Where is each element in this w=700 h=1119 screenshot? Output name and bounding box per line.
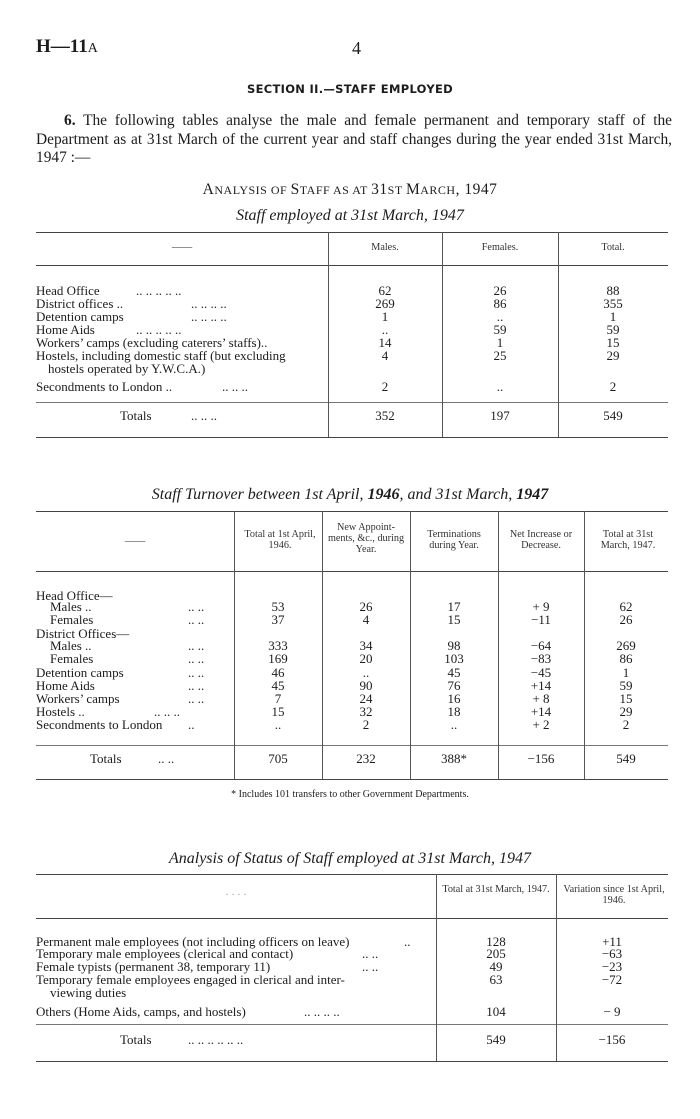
staff-turnover-table bbox=[36, 511, 668, 783]
leader-dots: .. .. bbox=[362, 959, 379, 974]
turnover-subtitle bbox=[0, 486, 700, 504]
column-header-females: Females. bbox=[481, 242, 519, 253]
intro-text: The following tables analyse the male and female permanent and temporary staff of the Department as at 31st March of the current year and staff changes during the year ended 31st March, 1947 :— bbox=[36, 112, 672, 166]
rule bbox=[36, 265, 668, 266]
total-1947-value: 29 bbox=[619, 704, 633, 719]
leader-dots: .. .. .. .. bbox=[191, 309, 227, 324]
intro-paragraph bbox=[36, 112, 672, 168]
section-title: SECTION II.—STAFF EMPLOYED bbox=[247, 82, 453, 96]
leader-dots: .. .. .. .. .. bbox=[136, 322, 182, 337]
row-label: viewing duties bbox=[50, 985, 127, 1000]
leader-dots: .. .. bbox=[158, 751, 175, 766]
paragraph-number: 6. bbox=[64, 112, 76, 129]
new-appointments-value: 32 bbox=[359, 704, 373, 719]
terminations-value: 16 bbox=[447, 691, 461, 706]
total-1947-value: 63 bbox=[489, 972, 503, 987]
females-value: 86 bbox=[493, 296, 507, 311]
total-1947-value: 128 bbox=[486, 934, 506, 949]
rule bbox=[36, 571, 668, 572]
total-1947-value: 26 bbox=[619, 612, 633, 627]
leader-dots: .. .. bbox=[188, 638, 205, 653]
total-value: 355 bbox=[603, 296, 623, 311]
total-1947-value: 104 bbox=[486, 1004, 506, 1019]
variation-value: +11 bbox=[602, 934, 622, 949]
document-code-main: H—11 bbox=[36, 36, 88, 57]
column-header-new-appointments: New Appoint-ments, &c., during Year. bbox=[327, 522, 405, 555]
rule bbox=[36, 874, 668, 875]
totals-label: Totals bbox=[120, 408, 152, 423]
totals-label: Totals bbox=[90, 751, 122, 766]
leader-dots: .. .. .. .. bbox=[304, 1004, 340, 1019]
total-1946-value: 45 bbox=[271, 678, 285, 693]
row-label: Home Aids bbox=[36, 322, 95, 337]
net-change-value: + 8 bbox=[532, 691, 550, 706]
leader-dots: .. .. .. .. .. bbox=[136, 283, 182, 298]
heading-part: 31 bbox=[371, 181, 388, 198]
variation-value: −72 bbox=[601, 972, 623, 987]
males-value: .. bbox=[381, 322, 389, 337]
total-1946-value: .. bbox=[274, 717, 282, 732]
total-1946-value: 333 bbox=[268, 638, 288, 653]
column-header-total-1946: Total at 1st April, 1946. bbox=[244, 529, 316, 551]
new-appointments-value: 26 bbox=[359, 599, 373, 614]
variation-value: −63 bbox=[601, 946, 623, 961]
total-value: 88 bbox=[606, 283, 620, 298]
row-label: Others (Home Aids, camps, and hostels) bbox=[36, 1004, 246, 1019]
males-value: 269 bbox=[375, 296, 395, 311]
row-label: Males .. bbox=[50, 638, 92, 653]
row-label-continued: hostels operated by Y.W.C.A.) bbox=[48, 361, 206, 376]
row-label: District offices .. bbox=[36, 296, 124, 311]
analysis-subtitle: Staff employed at 31st March, 1947 bbox=[236, 207, 464, 224]
females-value: 1 bbox=[496, 335, 504, 350]
rule bbox=[36, 779, 668, 780]
total-value: 15 bbox=[606, 335, 620, 350]
row-label: Detention camps bbox=[36, 665, 124, 680]
leader-dots: .. .. .. .. bbox=[191, 296, 227, 311]
heading-part: ARCH bbox=[420, 183, 456, 197]
leader-dots: .. .. bbox=[362, 946, 379, 961]
row-label: Head Office bbox=[36, 283, 100, 298]
leader-dots: .. bbox=[188, 717, 195, 732]
total-value: 2 bbox=[609, 379, 617, 394]
row-label: Secondments to London .. bbox=[36, 379, 173, 394]
total-1947-sum: 549 bbox=[486, 1032, 506, 1047]
females-value: .. bbox=[496, 379, 504, 394]
row-label: Detention camps bbox=[36, 309, 124, 324]
terminations-sum: 388* bbox=[441, 751, 467, 766]
rule bbox=[36, 1024, 668, 1025]
leader-dots: .. .. .. bbox=[222, 379, 248, 394]
new-appointments-value: .. bbox=[362, 665, 370, 680]
net-change-value: +14 bbox=[530, 678, 552, 693]
variation-sum: −156 bbox=[598, 1032, 626, 1047]
new-appointments-value: 2 bbox=[362, 717, 370, 732]
leader-dots: .. .. bbox=[188, 651, 205, 666]
net-change-value: −45 bbox=[530, 665, 552, 680]
total-1947-value: 269 bbox=[616, 638, 636, 653]
heading-part: A bbox=[202, 181, 215, 198]
column-header-blank: · · · · bbox=[225, 890, 247, 901]
column-header-total: Total. bbox=[601, 242, 625, 253]
rule bbox=[36, 511, 668, 512]
heading-part: , 1947 bbox=[455, 181, 498, 198]
total-1946-value: 15 bbox=[271, 704, 285, 719]
new-appointments-value: 90 bbox=[359, 678, 373, 693]
females-value: 25 bbox=[493, 348, 507, 363]
row-label: Head Office— bbox=[36, 588, 113, 603]
total-1947-value: 2 bbox=[622, 717, 630, 732]
net-change-value: −83 bbox=[530, 651, 552, 666]
total-1947-sum: 549 bbox=[616, 751, 636, 766]
row-label: Hostels .. bbox=[36, 704, 85, 719]
males-value: 2 bbox=[381, 379, 389, 394]
rule bbox=[36, 402, 668, 403]
subtitle-part: 1946 bbox=[367, 486, 400, 503]
footnote: * Includes 101 transfers to other Government Departments. bbox=[231, 789, 469, 800]
males-value: 62 bbox=[378, 283, 392, 298]
rule bbox=[36, 745, 668, 746]
terminations-value: 98 bbox=[447, 638, 461, 653]
variation-value: − 9 bbox=[603, 1004, 621, 1019]
net-change-value: + 9 bbox=[532, 599, 550, 614]
totals-label: Totals bbox=[120, 1032, 152, 1047]
column-header-net-change: Net Increase or Decrease. bbox=[509, 529, 573, 551]
terminations-value: 15 bbox=[447, 612, 461, 627]
total-value: 59 bbox=[606, 322, 620, 337]
heading-part: M bbox=[405, 181, 421, 198]
row-label: District Offices— bbox=[36, 626, 130, 641]
terminations-value: 103 bbox=[444, 651, 464, 666]
terminations-value: 17 bbox=[447, 599, 461, 614]
row-label: Temporary male employees (clerical and contact) bbox=[36, 946, 294, 961]
new-appointments-value: 34 bbox=[359, 638, 373, 653]
staff-employed-table bbox=[36, 232, 668, 440]
column-header-terminations: Terminations during Year. bbox=[427, 529, 481, 551]
total-1946-value: 46 bbox=[271, 665, 285, 680]
page-number: 4 bbox=[352, 38, 361, 58]
row-label: Temporary female employees engaged in clerical and inter- bbox=[36, 972, 345, 987]
row-label: Females bbox=[50, 651, 94, 666]
row-label: Workers’ camps bbox=[36, 691, 120, 706]
total-1947-value: 86 bbox=[619, 651, 633, 666]
net-change-sum: −156 bbox=[527, 751, 555, 766]
new-appointments-value: 4 bbox=[362, 612, 370, 627]
total-1947-value: 15 bbox=[619, 691, 633, 706]
rule bbox=[36, 918, 668, 919]
females-total: 197 bbox=[490, 408, 510, 423]
rule bbox=[36, 232, 668, 233]
females-value: 59 bbox=[493, 322, 507, 337]
terminations-value: .. bbox=[450, 717, 458, 732]
row-label: Hostels, including domestic staff (but excluding bbox=[36, 348, 286, 363]
total-1946-value: 169 bbox=[268, 651, 288, 666]
column-header-blank: —— bbox=[171, 242, 193, 253]
total-1946-sum: 705 bbox=[268, 751, 288, 766]
status-subtitle: Analysis of Status of Staff employed at 31st March, 1947 bbox=[168, 850, 532, 867]
heading-part: TAFF AS AT bbox=[299, 183, 372, 197]
rule bbox=[36, 437, 668, 438]
total-1946-value: 7 bbox=[274, 691, 282, 706]
subtitle-part: 1947 bbox=[516, 486, 549, 503]
females-value: 26 bbox=[493, 283, 507, 298]
leader-dots: .. .. bbox=[188, 599, 205, 614]
column-header-total-1947: Total at 31st March, 1947. bbox=[600, 529, 656, 551]
total-value: 29 bbox=[606, 348, 620, 363]
rule bbox=[36, 1061, 668, 1062]
terminations-value: 76 bbox=[447, 678, 461, 693]
males-value: 4 bbox=[381, 348, 389, 363]
total-1946-value: 53 bbox=[271, 599, 285, 614]
row-label: Females bbox=[50, 612, 94, 627]
total-1947-value: 59 bbox=[619, 678, 633, 693]
row-label: Home Aids bbox=[36, 678, 95, 693]
net-change-value: + 2 bbox=[532, 717, 550, 732]
variation-value: −23 bbox=[601, 959, 623, 974]
total-1947-value: 62 bbox=[619, 599, 633, 614]
leader-dots: .. .. .. .. .. .. bbox=[188, 1032, 244, 1047]
column-header-total-1947: Total at 31st March, 1947. bbox=[442, 884, 550, 895]
leader-dots: .. .. bbox=[188, 678, 205, 693]
document-code bbox=[36, 36, 98, 58]
leader-dots: .. .. bbox=[188, 691, 205, 706]
heading-part: S bbox=[290, 181, 300, 198]
males-value: 1 bbox=[381, 309, 389, 324]
subtitle-part: Staff Turnover between 1st April, bbox=[151, 486, 368, 503]
terminations-value: 45 bbox=[447, 665, 461, 680]
leader-dots: .. .. .. bbox=[154, 704, 180, 719]
females-value: .. bbox=[496, 309, 504, 324]
column-header-males: Males. bbox=[371, 242, 399, 253]
column-header-blank: —— bbox=[124, 536, 146, 547]
row-label: Males .. bbox=[50, 599, 92, 614]
net-change-value: +14 bbox=[530, 704, 552, 719]
total-1946-value: 37 bbox=[271, 612, 285, 627]
males-total: 352 bbox=[375, 408, 395, 423]
row-label: Secondments to London bbox=[36, 717, 163, 732]
males-value: 14 bbox=[378, 335, 392, 350]
new-appointments-value: 20 bbox=[359, 651, 373, 666]
total-1947-value: 1 bbox=[622, 665, 630, 680]
net-change-value: −64 bbox=[530, 638, 552, 653]
row-label: Workers’ camps (excluding caterers’ staffs).. bbox=[36, 335, 268, 350]
total-value: 1 bbox=[609, 309, 617, 324]
heading-part: NALYSIS OF bbox=[214, 183, 291, 197]
net-change-value: −11 bbox=[531, 612, 551, 627]
grand-total: 549 bbox=[603, 408, 623, 423]
leader-dots: .. bbox=[404, 934, 411, 949]
subtitle-part: , and 31st March, bbox=[399, 486, 517, 503]
document-code-suffix: A bbox=[87, 41, 98, 56]
terminations-value: 18 bbox=[447, 704, 461, 719]
row-label: Female typists (permanent 38, temporary 11) bbox=[36, 959, 271, 974]
leader-dots: .. .. bbox=[188, 665, 205, 680]
row-label: Permanent male employees (not including officers on leave) bbox=[36, 934, 350, 949]
new-appointments-sum: 232 bbox=[356, 751, 376, 766]
column-header-variation: Variation since 1st April, 1946. bbox=[563, 884, 665, 906]
total-1947-value: 49 bbox=[489, 959, 503, 974]
analysis-heading bbox=[0, 181, 700, 199]
total-1947-value: 205 bbox=[486, 946, 506, 961]
heading-part: ST bbox=[387, 183, 406, 197]
new-appointments-value: 24 bbox=[359, 691, 373, 706]
leader-dots: .. .. .. bbox=[191, 408, 217, 423]
leader-dots: .. .. bbox=[188, 612, 205, 627]
staff-status-table bbox=[36, 874, 668, 1066]
